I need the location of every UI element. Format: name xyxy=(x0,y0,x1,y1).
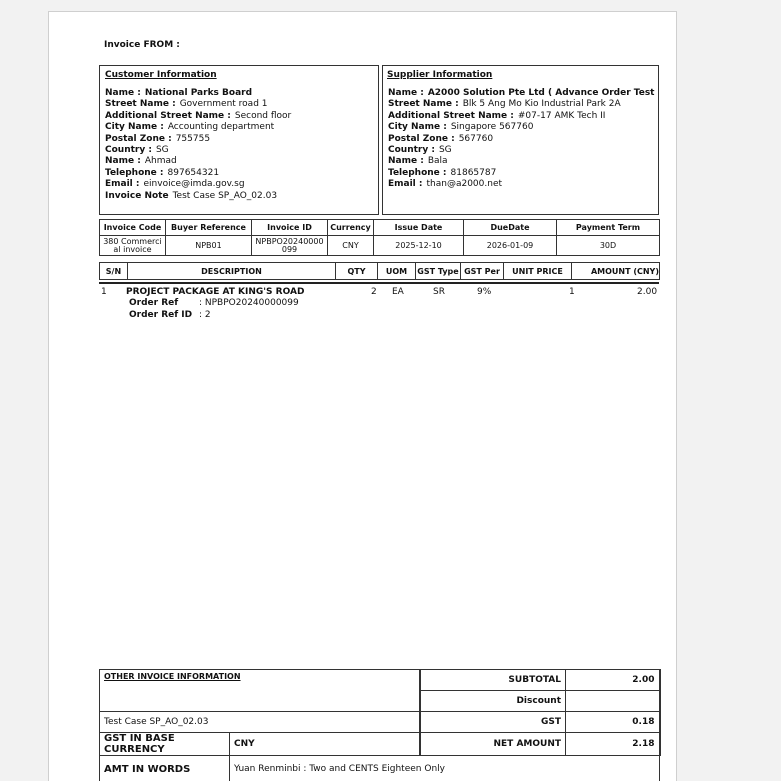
item-description: PROJECT PACKAGE AT KING'S ROAD xyxy=(126,287,305,297)
customer-info-row-value: einvoice@imda.gov.sg xyxy=(143,179,245,190)
meta-header-cell: DueDate xyxy=(464,220,557,236)
supplier-info-row-key: Name : xyxy=(388,156,424,167)
supplier-info-row-key: Country : xyxy=(388,145,435,155)
meta-value-cell: CNY xyxy=(328,236,374,256)
customer-info-row xyxy=(105,145,169,156)
supplier-info-row-value: 567760 xyxy=(458,133,494,144)
meta-value-cell: 30D xyxy=(557,236,660,256)
subtotal-value: 2.00 xyxy=(566,670,660,691)
supplier-info-row xyxy=(388,145,452,156)
customer-info-row-value: Ahmad xyxy=(144,156,177,167)
customer-info-row-key: City Name : xyxy=(105,122,164,133)
discount-label: Discount xyxy=(420,691,566,712)
customer-info-row xyxy=(105,168,219,179)
invoice-meta-table xyxy=(99,219,660,256)
supplier-info-row-value: Bala xyxy=(427,156,448,167)
item-order-ref-label: Order Ref xyxy=(129,298,179,308)
supplier-info-row xyxy=(388,156,448,167)
supplier-info-row-value: A2000 Solution Pte Ltd ( Advance Order Test xyxy=(427,88,655,98)
items-header-cell: UNIT PRICE xyxy=(504,263,572,280)
gst-base-currency-value: CNY xyxy=(230,733,420,756)
item-order-ref-value: : NPBPO20240000099 xyxy=(199,298,299,308)
gst-label: GST xyxy=(420,712,566,733)
customer-info-row xyxy=(105,99,268,110)
supplier-info-row xyxy=(388,99,621,110)
item-gst-per: 9% xyxy=(477,287,492,297)
supplier-info-row xyxy=(388,134,493,145)
supplier-info-box xyxy=(382,65,659,215)
gst-base-currency-label: GST IN BASE CURRENCY xyxy=(100,733,230,756)
customer-info-heading: Customer Information xyxy=(105,70,217,80)
supplier-info-row-value: SG xyxy=(438,145,452,155)
meta-header-cell: Issue Date xyxy=(374,220,464,236)
customer-info-row xyxy=(105,156,177,167)
net-amount-value: 2.18 xyxy=(566,733,660,756)
meta-header-cell: Currency xyxy=(328,220,374,236)
customer-info-row-key: Email : xyxy=(105,179,140,190)
amt-in-words-label: AMT IN WORDS xyxy=(100,756,230,781)
invoice-page xyxy=(48,11,677,781)
items-header-cell: DESCRIPTION xyxy=(128,263,336,280)
meta-header-cell: Invoice ID xyxy=(252,220,328,236)
customer-info-row-key: Additional Street Name : xyxy=(105,110,231,121)
items-header-cell: AMOUNT (CNY) xyxy=(572,263,660,280)
supplier-info-row-key: Postal Zone : xyxy=(388,133,455,144)
meta-value-cell: NPBPO20240000099 xyxy=(252,236,328,256)
customer-info-row-key: Invoice Note xyxy=(105,190,169,201)
supplier-info-row xyxy=(388,88,654,99)
item-amount: 2.00 xyxy=(637,287,658,297)
customer-info-row-value: 755755 xyxy=(175,133,211,144)
invoice-from-label: Invoice FROM : xyxy=(104,40,180,50)
amt-in-words-value: Yuan Renminbi : Two and CENTS Eighteen Only xyxy=(230,756,660,781)
meta-value-cell: 2026-01-09 xyxy=(464,236,557,256)
customer-info-row-value: Test Case SP_AO_02.03 xyxy=(172,190,278,201)
supplier-info-heading: Supplier Information xyxy=(387,70,493,80)
item-order-ref-id-label: Order Ref ID xyxy=(129,310,193,320)
meta-header-cell: Payment Term xyxy=(557,220,660,236)
gst-value: 0.18 xyxy=(566,712,660,733)
customer-info-box xyxy=(99,65,379,215)
supplier-info-row-key: Name : xyxy=(388,88,424,98)
customer-info-row-value: Government road 1 xyxy=(179,99,268,110)
customer-info-row-key: Street Name : xyxy=(105,99,176,110)
items-header-rule xyxy=(99,282,659,284)
subtotal-label: SUBTOTAL xyxy=(420,670,566,691)
items-header-cell: UOM xyxy=(378,263,416,280)
items-header-cell: S/N xyxy=(100,263,128,280)
customer-info-row-key: Name : xyxy=(105,156,141,167)
meta-header-cell: Invoice Code xyxy=(100,220,166,236)
item-sn: 1 xyxy=(101,287,107,297)
customer-info-row xyxy=(105,134,210,145)
items-header-cell: QTY xyxy=(336,263,378,280)
customer-info-row xyxy=(105,191,277,202)
item-uom: EA xyxy=(392,287,404,297)
customer-info-row-value: 897654321 xyxy=(167,167,220,178)
customer-info-row-value: SG xyxy=(155,145,169,155)
supplier-info-row-key: City Name : xyxy=(388,122,447,133)
net-amount-label: NET AMOUNT xyxy=(420,733,566,756)
supplier-info-row-value: than@a2000.net xyxy=(426,179,503,190)
item-unit-price: 1 xyxy=(569,287,575,297)
supplier-info-row-value: Singapore 567760 xyxy=(450,122,534,133)
invoice-note-cell: Test Case SP_AO_02.03 xyxy=(100,712,420,733)
supplier-info-row xyxy=(388,122,533,133)
items-header-cell: GST Per xyxy=(461,263,504,280)
summary-table xyxy=(99,669,661,781)
customer-info-row-key: Name : xyxy=(105,88,141,98)
other-info-label: OTHER INVOICE INFORMATION xyxy=(104,672,241,681)
supplier-info-row-key: Additional Street Name : xyxy=(388,110,514,121)
discount-value xyxy=(566,691,660,712)
customer-info-row xyxy=(105,179,245,190)
customer-info-row-key: Postal Zone : xyxy=(105,133,172,144)
customer-info-row xyxy=(105,122,274,133)
item-gst-type: SR xyxy=(433,287,445,297)
supplier-info-row-value: 81865787 xyxy=(450,167,497,178)
supplier-info-row-key: Street Name : xyxy=(388,99,459,110)
customer-info-row-value: Accounting department xyxy=(167,122,275,133)
customer-info-row-value: Second floor xyxy=(234,110,292,121)
items-table-header xyxy=(99,262,660,280)
meta-value-cell: 2025-12-10 xyxy=(374,236,464,256)
meta-header-cell: Buyer Reference xyxy=(166,220,252,236)
customer-info-row-key: Country : xyxy=(105,145,152,155)
supplier-info-row-key: Telephone : xyxy=(388,167,447,178)
items-header-cell: GST Type xyxy=(416,263,461,280)
invoice-meta-value-row xyxy=(100,236,660,256)
supplier-info-row-key: Email : xyxy=(388,179,423,190)
item-qty: 2 xyxy=(371,287,377,297)
other-info-cell xyxy=(100,670,420,712)
customer-info-row xyxy=(105,88,252,99)
customer-info-row-key: Telephone : xyxy=(105,167,164,178)
supplier-info-row-value: #07-17 AMK Tech II xyxy=(517,110,606,121)
meta-value-cell: NPB01 xyxy=(166,236,252,256)
supplier-info-row xyxy=(388,179,502,190)
invoice-meta-header-row xyxy=(100,220,660,236)
supplier-info-row xyxy=(388,168,496,179)
customer-info-row xyxy=(105,111,291,122)
customer-info-row-value: National Parks Board xyxy=(144,88,253,98)
item-order-ref-id-value: : 2 xyxy=(199,310,211,320)
supplier-info-row xyxy=(388,111,605,122)
supplier-info-row-value: Blk 5 Ang Mo Kio Industrial Park 2A xyxy=(462,99,621,110)
meta-value-cell: 380 Commercial invoice xyxy=(100,236,166,256)
